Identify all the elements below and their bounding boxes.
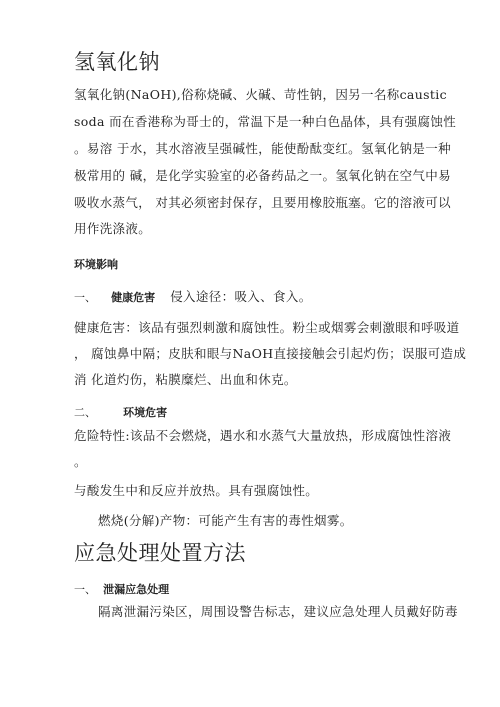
health-hazard-line: [74, 288, 312, 306]
title-sodium-hydroxide: 氢氧化钠: [74, 50, 160, 74]
health-para-line-2: ， 腐蚀鼻中隔；皮肤和眼与NaOH直接接触会引起灼伤；误服可造成: [74, 346, 467, 361]
leak-para-line-1: 隔离泄漏污染区，周围设警告标志，建议应急处理人员戴好防毒: [98, 604, 458, 619]
health-para-line-3: 消 化道灼伤，粘膜糜烂、出血和休克。: [74, 372, 297, 387]
health-para-line-1: 健康危害：该品有强烈刺激和腐蚀性。粉尘或烟雾会刺激眼和呼吸道: [74, 320, 460, 335]
section-number: 二、: [74, 406, 96, 419]
env-hazard-heading: [74, 403, 167, 421]
leak-heading: [74, 580, 169, 598]
intro-line-2: soda 而在香港称为哥士的，常温下是一种白色晶体，具有强腐蚀性: [74, 114, 457, 129]
leak-label: 泄漏应急处理: [103, 583, 170, 596]
env-hazard-label: 环境危害: [123, 406, 168, 419]
health-hazard-text: 侵入途径：吸入、食入。: [170, 289, 312, 304]
danger-para-line-1: 危险特性:该品不会燃烧，遇水和水蒸气大量放热，形成腐蚀性溶液: [74, 428, 452, 443]
intro-line-5: 吸收水蒸气， 对其必须密封保存，且要用橡胶瓶塞。它的溶液可以: [74, 195, 451, 210]
intro-line-4: 极常用的 碱，是化学实验室的必备药品之一。氢氧化钠在空气中易: [74, 168, 451, 183]
title-emergency-handling: 应急处理处置方法: [74, 541, 246, 565]
health-hazard-label: 健康危害: [111, 291, 156, 304]
danger-para-line-2: 。: [74, 454, 87, 469]
combustion-products-line: 燃烧(分解)产物：可能产生有害的毒性烟雾。: [98, 513, 353, 528]
acid-reaction-line: 与酸发生中和反应并放热。具有强腐蚀性。: [74, 483, 319, 498]
section-number: 一、: [74, 291, 96, 304]
heading-environmental-impact: 环境影响: [74, 258, 118, 271]
intro-line-6: 用作洗涤液。: [74, 221, 152, 236]
intro-line-3: 。易溶 于水，其水溶液呈强碱性，能使酚酞变红。氢氧化钠是一种: [74, 141, 451, 156]
section-number: 一、: [74, 583, 96, 596]
intro-line-1: 氢氧化钠(NaOH),俗称烧碱、火碱、苛性钠，因另一名称caustic: [74, 87, 447, 102]
